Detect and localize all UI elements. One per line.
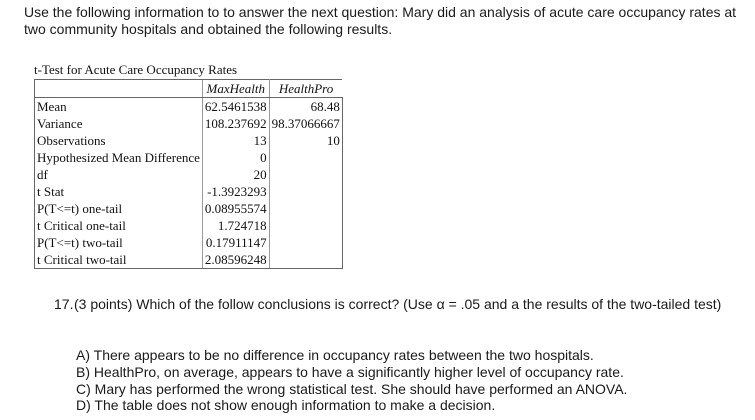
value-maxhealth: 0.17911147 bbox=[202, 234, 269, 251]
option-text: There appears to be no difference in occupancy rates between the two hospitals. bbox=[93, 347, 594, 363]
option-text: HealthPro, on average, appears to have a significantly higher level of occupancy rate. bbox=[93, 363, 624, 380]
option-letter: A) bbox=[76, 347, 90, 363]
table-title: t-Test for Acute Care Occupancy Rates bbox=[34, 62, 238, 77]
row-label: t Critical one-tail bbox=[35, 217, 203, 234]
value-maxhealth: 13 bbox=[202, 132, 269, 149]
row-label: P(T<=t) one-tail bbox=[35, 200, 203, 217]
value-healthpro: 68.48 bbox=[269, 98, 342, 116]
value-healthpro bbox=[269, 217, 342, 234]
option-letter: B) bbox=[76, 363, 90, 380]
value-healthpro bbox=[269, 234, 342, 251]
option-c bbox=[76, 381, 627, 398]
value-maxhealth: -1.3923293 bbox=[202, 183, 269, 200]
value-healthpro bbox=[269, 149, 342, 166]
row-label: t Critical two-tail bbox=[35, 251, 203, 269]
header-cell-healthpro: HealthPro bbox=[269, 80, 342, 98]
value-healthpro bbox=[269, 166, 342, 183]
option-a bbox=[76, 347, 627, 364]
row-label: Observations bbox=[35, 132, 203, 149]
table-row bbox=[35, 217, 343, 234]
value-maxhealth: 0.08955574 bbox=[202, 200, 269, 217]
header-cell-maxhealth: MaxHealth bbox=[202, 80, 269, 98]
option-text: Mary has performed the wrong statistical test. She should have performed an ANOVA. bbox=[94, 380, 628, 397]
header-cell-empty bbox=[35, 80, 203, 98]
value-maxhealth: 0 bbox=[202, 149, 269, 166]
row-label: t Stat bbox=[35, 183, 203, 200]
table-row bbox=[35, 251, 343, 269]
table-row bbox=[35, 183, 343, 200]
value-healthpro bbox=[269, 251, 342, 269]
option-letter: D) bbox=[76, 397, 91, 414]
value-healthpro bbox=[269, 200, 342, 217]
answer-options bbox=[76, 347, 627, 414]
option-text: The table does not show enough information to make a decision. bbox=[94, 397, 496, 414]
row-label: Hypothesized Mean Difference bbox=[35, 149, 203, 166]
ttest-table bbox=[34, 79, 343, 269]
table-header-row bbox=[35, 80, 343, 98]
table-row bbox=[35, 132, 343, 149]
value-healthpro: 10 bbox=[269, 132, 342, 149]
value-healthpro bbox=[269, 183, 342, 200]
value-maxhealth: 1.724718 bbox=[202, 217, 269, 234]
value-maxhealth: 108.237692 bbox=[202, 115, 269, 132]
table-row bbox=[35, 98, 343, 116]
table-row bbox=[35, 149, 343, 166]
row-label: Variance bbox=[35, 115, 203, 132]
value-healthpro: 98.37066667 bbox=[269, 115, 342, 132]
option-b bbox=[76, 364, 627, 381]
question-number: 17. bbox=[54, 296, 74, 312]
intro-paragraph: Use the following information to to answer the next question: Mary did an analysis of acute care occupancy rates at two community hospitals and obtained the following results. bbox=[24, 4, 737, 37]
question-17 bbox=[54, 296, 734, 312]
value-maxhealth: 62.5461538 bbox=[202, 98, 269, 116]
question-text: (3 points) Which of the follow conclusions is correct? (Use α = .05 and a the results of the two-tailed test) bbox=[74, 296, 722, 312]
option-letter: C) bbox=[76, 380, 91, 397]
row-label: df bbox=[35, 166, 203, 183]
table-row bbox=[35, 200, 343, 217]
value-maxhealth: 2.08596248 bbox=[202, 251, 269, 269]
row-label: P(T<=t) two-tail bbox=[35, 234, 203, 251]
table-row bbox=[35, 115, 343, 132]
value-maxhealth: 20 bbox=[202, 166, 269, 183]
table-row bbox=[35, 166, 343, 183]
row-label: Mean bbox=[35, 98, 203, 116]
option-d bbox=[76, 397, 627, 414]
table-row bbox=[35, 234, 343, 251]
